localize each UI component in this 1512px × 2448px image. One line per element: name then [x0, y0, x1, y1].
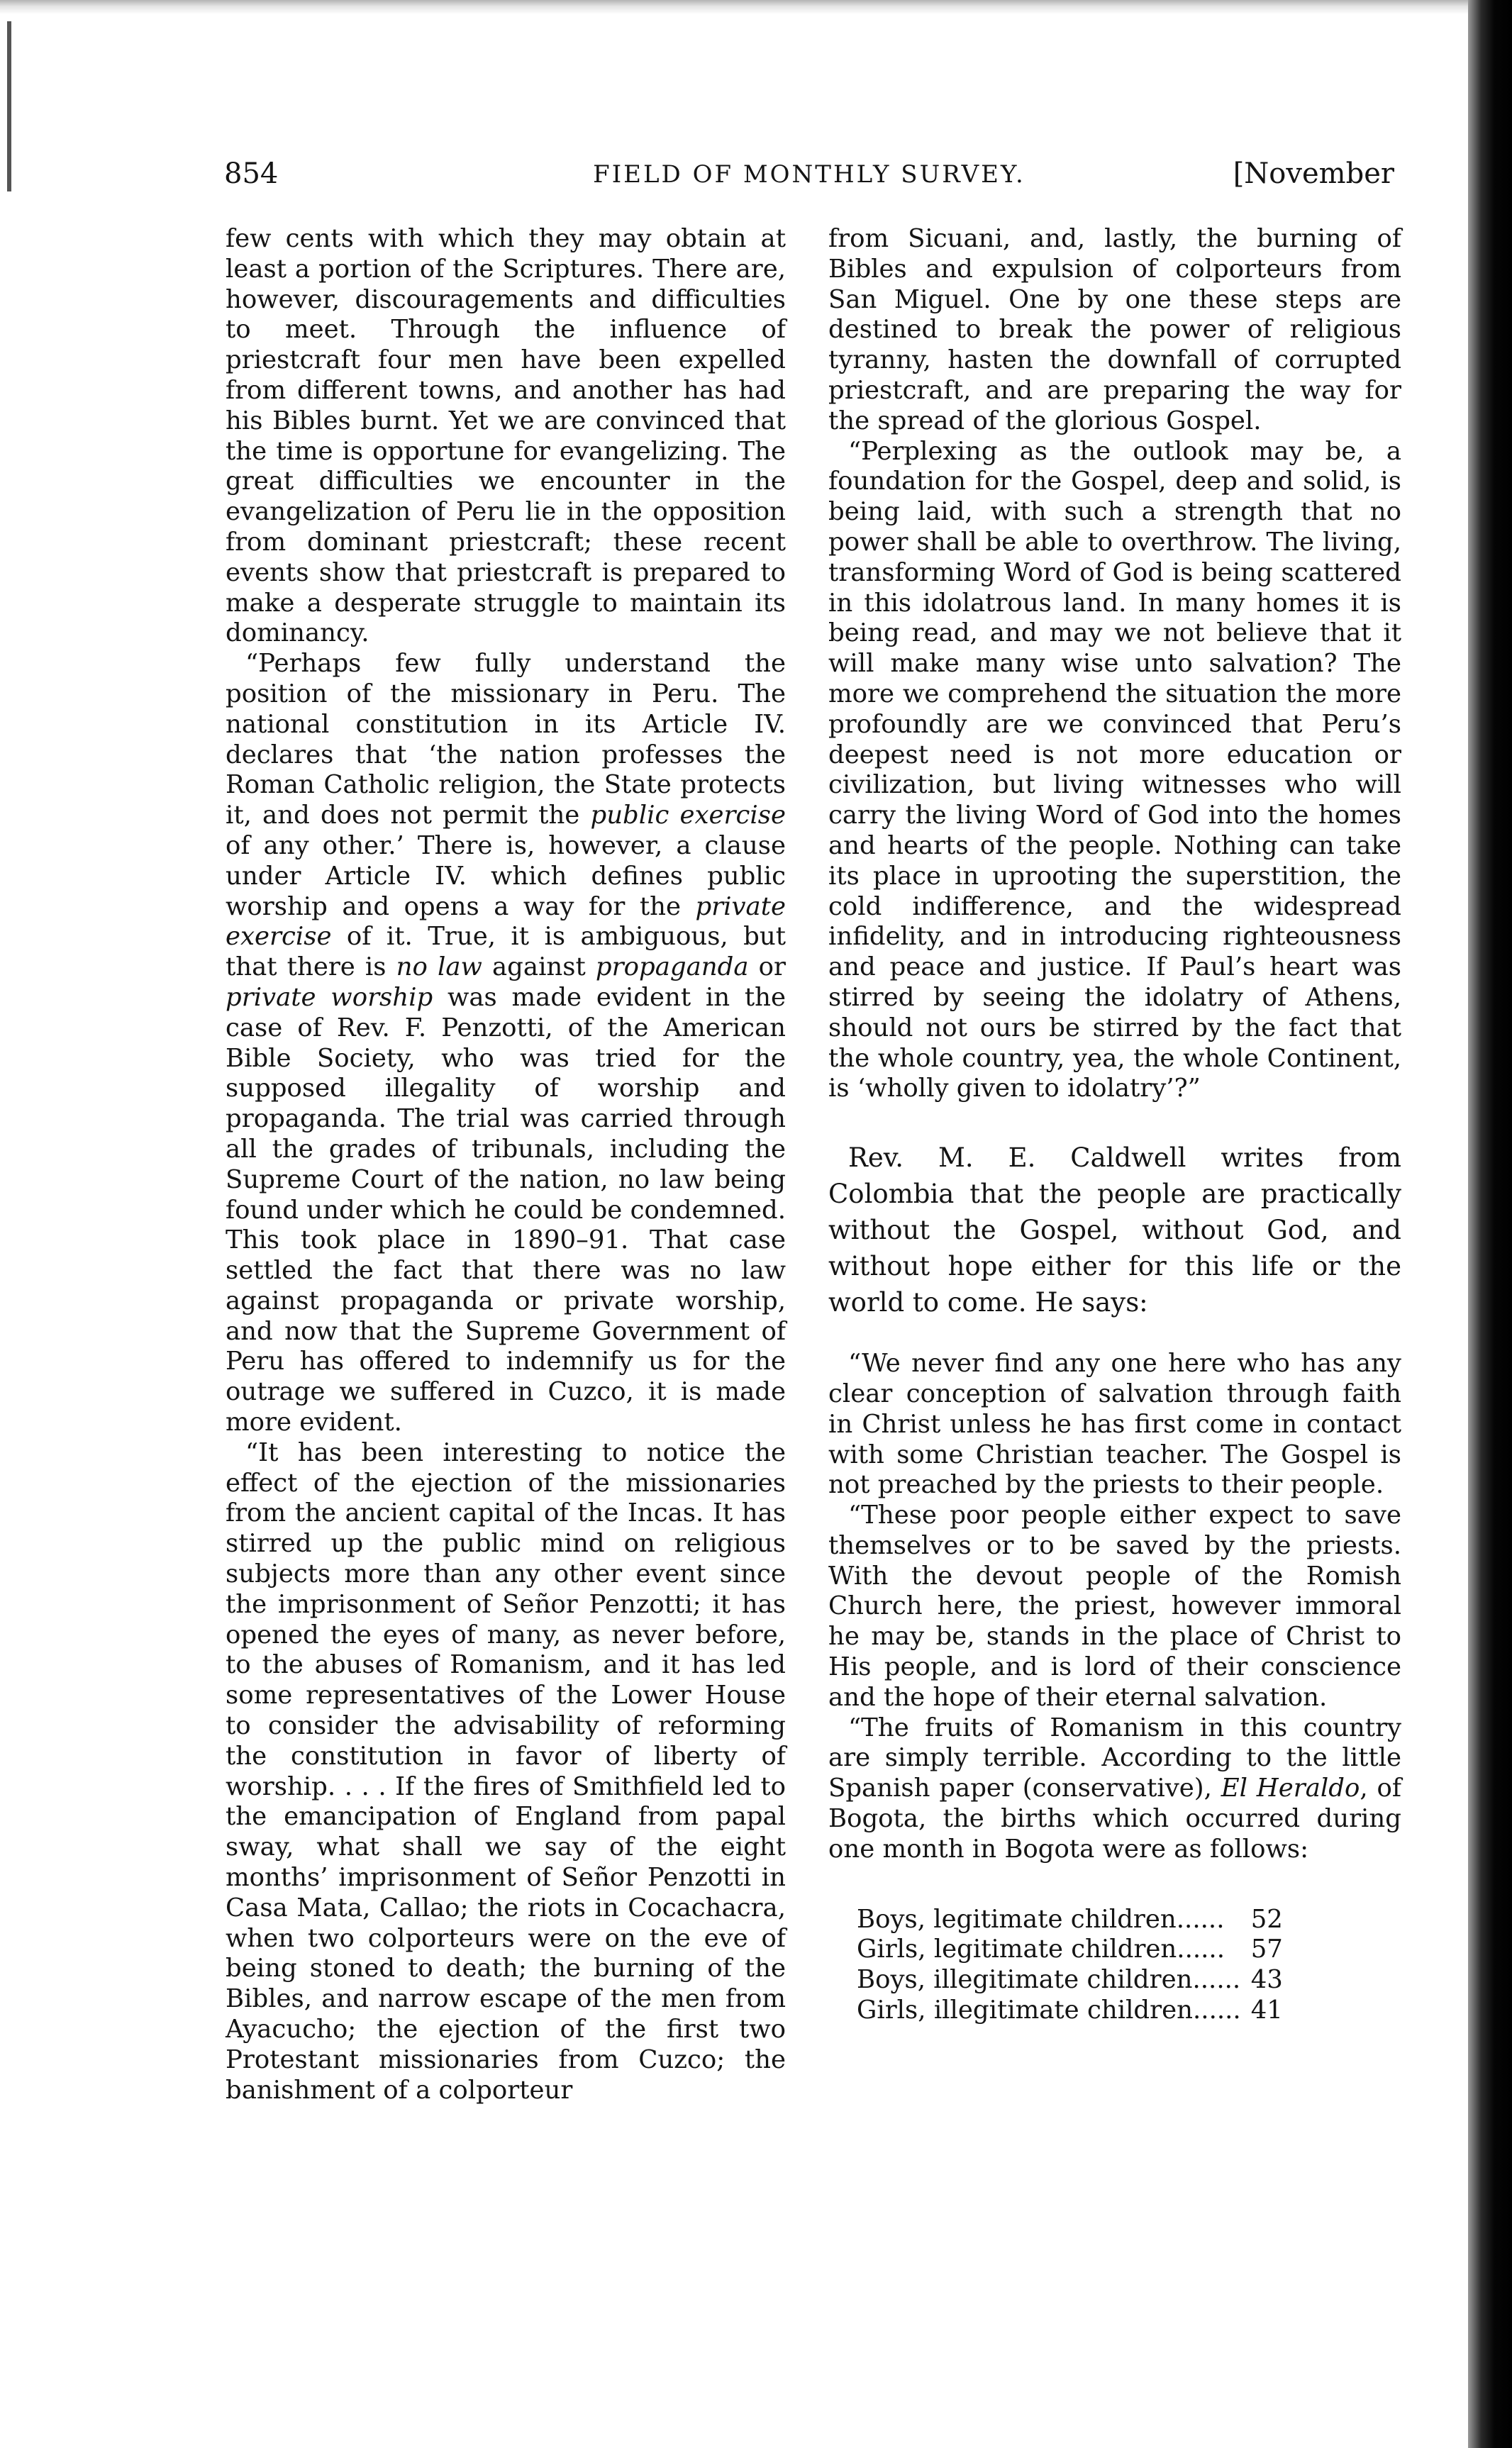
births-label: Boys, legitimate children...... [857, 1904, 1225, 1934]
left-column [226, 224, 786, 2105]
table-row [857, 1996, 1283, 2026]
births-table [857, 1905, 1283, 2026]
header-month: [November [1233, 157, 1394, 190]
page-top-shadow [0, 0, 1512, 14]
running-title: FIELD OF MONTHLY SURVEY. [593, 160, 1025, 189]
left-paragraph-1: few cents with which they may obtain at least a portion of the Scriptures. There are, however, discouragements and difficulties to meet. Through the influence of priestcraft four men have been expelled from different towns, and another has had his Bibles burnt. Yet we are convinced that the time is opportune for evangelizing. The great difficulties we encounter in the evangelization of Peru lie in the opposition from dominant priestcraft; these recent events show that priestcraft is prepared to make a desperate struggle to maintain its dominancy. [226, 224, 786, 648]
page-left-edge-mark [7, 21, 11, 191]
right-paragraph-5: “The fruits of Romanism in this country are simply terrible. According to the little Spanish paper (conservative), El Heraldo, of Bogota, the births which occurred during one month in Bogota were as follows: [828, 1713, 1401, 1864]
page-header [224, 157, 1394, 200]
births-value: 57 [1250, 1935, 1283, 1964]
births-value: 52 [1250, 1904, 1283, 1934]
table-row [857, 1935, 1283, 1965]
right-paragraph-4: “These poor people either expect to save themselves or to be saved by the priests. With the devout people of the Romish Church here, the priest, however immoral he may be, stands in the place of Christ to His people, and is lord of their conscience and the hope of their eternal salvation. [828, 1501, 1401, 1712]
left-paragraph-3: “It has been interesting to notice the effect of the ejection of the missionaries from the ancient capital of the Incas. It has stirred up the public mind on religious subjects more than any other event since the imprisonment of Señor Penzotti; it has opened the eyes of many, as never before, to the abuses of Romanism, and it has led some representatives of the Lower House to consider the advisability of reforming the constitution in favor of liberty of worship. . . . If the fires of Smithfield led to the emancipation of England from papal sway, what shall we say of the eight months’ imprisonment of Señor Penzotti in Casa Mata, Callao; the riots in Cocachacra, when two colporteurs were on the eve of being stoned to death; the burning of the Bibles, and narrow escape of the men from Ayacucho; the ejection of the first two Protestant missionaries from Cuzco; the banishment of a colporteur [226, 1437, 786, 2105]
births-label: Boys, illegitimate children...... [857, 1965, 1241, 1995]
right-paragraph-1: from Sicuani, and, lastly, the burning of Bibles and expulsion of colporteurs from San Miguel. One by one these steps are destined to break the power of religious tyranny, hasten the downfall of corrupted priestcraft, and are preparing the way for the spread of the glorious Gospel. [828, 224, 1401, 435]
right-paragraph-2: “Perplexing as the outlook may be, a foundation for the Gospel, deep and solid, is being laid, with such a strength that no power shall be able to overthrow. The living, transforming Word of God is being scattered in this idolatrous land. In many homes it is being read, and may we not believe that it will make many wise unto salvation? The more we comprehend the situation the more profoundly are we convinced that Peru’s deepest need is not more education or civilization, but living witnesses who will carry the living Word of God into the homes and hearts of the people. Nothing can take its place in uprooting the superstition, the cold indifference, and the widespread infidelity, and in introducing righteousness and peace and justice. If Paul’s heart was stirred by seeing the idolatry of Athens, should not ours be stirred by the fact that the whole country, yea, the whole Continent, is ‘wholly given to idolatry’?” [828, 436, 1401, 1103]
page-number: 854 [224, 157, 279, 190]
table-row [857, 1965, 1283, 1996]
right-column [828, 224, 1401, 2026]
table-row [857, 1905, 1283, 1935]
births-value: 41 [1250, 1996, 1283, 2025]
right-paragraph-3: “We never find any one here who has any clear conception of salvation through faith in Christ unless he has first come in contact with some Christian teacher. The Gospel is not preached by the priests to their people. [828, 1349, 1401, 1500]
births-label: Girls, legitimate children...... [857, 1935, 1225, 1964]
births-value: 43 [1250, 1965, 1283, 1995]
book-spine-shadow [1468, 0, 1512, 2448]
left-paragraph-2: “Perhaps few fully understand the position of the missionary in Peru. The national constitution in its Article IV. declares that ‘the nation professes the Roman Catholic religion, the State protects it, and does not permit the public exercise of any other.’ There is, however, a clause under Article IV. which defines public worship and opens a way for the private exercise of it. True, it is ambiguous, but that there is no law against propaganda or private worship was made evident in the case of Rev. F. Penzotti, of the American Bible Society, who was tried for the supposed illegality of worship and propaganda. The trial was carried through all the grades of tribunals, including the Supreme Court of the nation, no law being found under which he could be condemned. This took place in 1890–91. That case settled the fact that there was no law against propaganda or private worship, and now that the Supreme Government of Peru has offered to indemnify us for the outrage we suffered in Cuzco, it is made more evident. [226, 649, 786, 1437]
caldwell-intro: Rev. M. E. Caldwell writes from Colombia that the people are practically without the Gospel, without God, and without hope either for this life or the world to come. He says: [828, 1142, 1401, 1318]
births-label: Girls, illegitimate children...... [857, 1996, 1241, 2025]
